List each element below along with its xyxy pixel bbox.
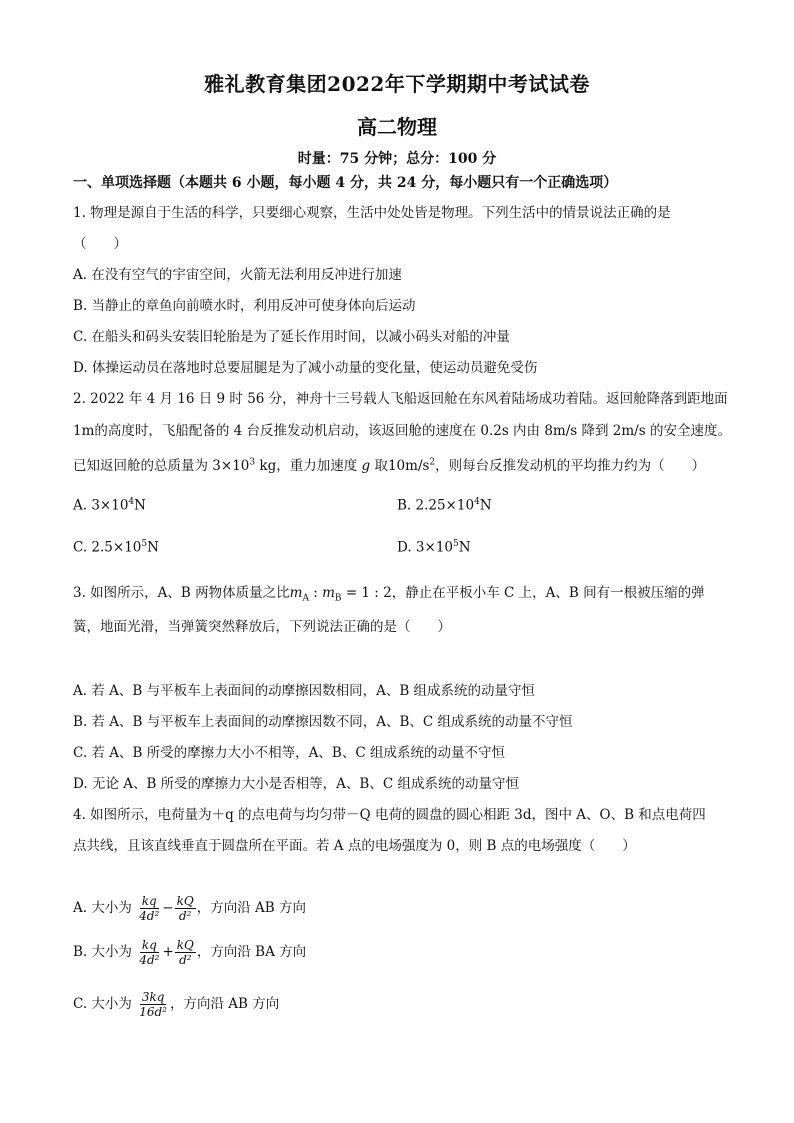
q2-option-d-unit: N	[458, 539, 471, 556]
section-heading: 一、单项选择题（本题共 6 小题，每小题 4 分，共 24 分，每小题只有一个正确选项）	[73, 175, 618, 191]
q4-option-b	[73, 938, 306, 967]
q3-stem-line1	[73, 581, 705, 604]
q2-stem-part2: kg，重力加速度	[255, 458, 362, 474]
q3-option-d: D. 无论 A、B 所受的摩擦力大小是否相等，A、B、C 组成系统的动量守恒	[73, 776, 519, 792]
q2-unit-exponent: 2	[429, 457, 436, 468]
q4-option-b-direction: ，方向沿 BA 方向	[196, 944, 307, 960]
q2-mass-exponent: 3	[249, 457, 256, 468]
q3-subscript-a: A	[302, 593, 309, 604]
q4-option-a-operator: −	[162, 900, 174, 916]
q4-option-b-fraction1	[137, 938, 161, 967]
q3-option-c: C. 若 A、B 所受的摩擦力大小不相等，A、B、C 组成系统的动量不守恒	[73, 745, 505, 761]
q4-option-c	[73, 990, 279, 1019]
q3-option-b: B. 若 A、B 与平板车上表面间的动摩擦因数不同，A、B、C 组成系统的动量不守恒	[73, 714, 573, 730]
fraction-numerator: 3kq	[141, 990, 165, 1004]
q4-option-a-label: A. 大小为	[73, 900, 132, 916]
q2-option-a-unit: N	[134, 497, 146, 514]
q2-option-c-exponent: 5	[141, 539, 148, 549]
q2-stem-line2: 1m的高度时，飞船配备的 4 台反推发动机启动，该返回舱的速度在 0.2s 内由 8m/s 降到 2m/s 的安全速度。	[73, 423, 731, 439]
q1-stem-line2: （ ）	[73, 236, 127, 252]
q4-stem-line2: 点共线，且该直线垂直于圆盘所在平面。若 A 点的电场强度为 0，则 B 点的电场强度（ ）	[73, 838, 636, 854]
q4-option-b-label: B. 大小为	[73, 944, 133, 960]
q2-option-a	[73, 497, 146, 514]
fraction-numerator: kq	[141, 938, 157, 952]
q4-option-b-operator: +	[162, 944, 174, 960]
fraction-denominator: d²	[178, 909, 192, 923]
q1-stem-line1: 1. 物理是源自于生活的科学，只要细心观察，生活中处处皆是物理。下列生活中的情景说法正确的是	[73, 205, 671, 221]
q3-stem-line2: 簧，地面光滑，当弹簧突然释放后，下列说法正确的是（ ）	[73, 619, 451, 635]
fraction-denominator: 4d²	[139, 953, 160, 967]
q2-option-c-unit: N	[147, 539, 159, 556]
q3-mass-symbol-b: m	[322, 585, 335, 601]
q2-stem-line3	[73, 454, 705, 474]
exam-subject: 高二物理	[357, 115, 437, 139]
fraction-numerator: kQ	[176, 938, 194, 952]
q2-option-b-unit: N	[479, 497, 492, 514]
q4-option-a-direction: ，方向沿 AB 方向	[196, 900, 306, 916]
q3-subscript-b: B	[334, 593, 342, 604]
q3-stem-part1: 3. 如图所示，A、B 两物体质量之比	[73, 585, 290, 601]
fraction-numerator: kQ	[176, 894, 194, 908]
q4-option-b-fraction2	[175, 938, 196, 967]
q3-mass-symbol-a: m	[289, 585, 303, 601]
fraction-denominator: 16d²	[139, 1005, 167, 1019]
q2-stem-line1: 2. 2022 年 4 月 16 日 9 时 56 分，神舟十三号载人飞船返回舱在东风着陆场成功着陆。返回舱降落到距地面	[73, 391, 728, 407]
q4-option-a-fraction1	[137, 894, 161, 923]
fraction-denominator: d²	[179, 953, 192, 967]
q2-gravity-symbol: g	[361, 458, 371, 474]
q1-option-a: A. 在没有空气的宇宙空间，火箭无法利用反冲进行加速	[73, 267, 402, 283]
q2-stem-part4: ，则每台反推发动机的平均推力约为（ ）	[435, 458, 706, 474]
q2-option-d	[397, 539, 471, 556]
q4-option-a-fraction2	[175, 894, 196, 923]
q1-option-d: D. 体操运动员在落地时总要屈腿是为了减小动量的变化量，使运动员避免受伤	[73, 360, 538, 376]
q2-option-b	[397, 497, 492, 514]
q4-stem-line1: 4. 如图所示，电荷量为＋q 的点电荷与均匀带－Q 电荷的圆盘的圆心相距 3d，图中 A、O、B 和点电荷四	[73, 807, 706, 823]
q4-option-c-label: C. 大小为	[73, 996, 132, 1012]
q2-option-c-value: C. 2.5×10	[73, 539, 142, 556]
q3-ratio-value: = 1 : 2	[341, 585, 392, 601]
q2-stem-part3: 取10m/s	[370, 458, 430, 474]
exam-title: 雅礼教育集团2022年下学期期中考试试卷	[204, 72, 590, 96]
q4-option-c-direction: ，方向沿 AB 方向	[170, 996, 280, 1012]
q4-option-c-fraction1	[137, 990, 169, 1019]
q1-option-c: C. 在船头和码头安装旧轮胎是为了延长作用时间，以减小码头对船的冲量	[73, 329, 510, 345]
q1-option-b: B. 当静止的章鱼向前喷水时，利用反冲可使身体向后运动	[73, 298, 416, 314]
q2-option-b-value: B. 2.25×10	[397, 497, 475, 514]
q2-option-d-exponent: 5	[453, 539, 459, 549]
q3-stem-part2: ，静止在平板小车 C 上，A、B 间有一根被压缩的弹	[391, 585, 705, 601]
q3-option-a: A. 若 A、B 与平板车上表面间的动摩擦因数相同，A、B 组成系统的动量守恒	[73, 683, 536, 699]
q3-ratio-colon: :	[308, 585, 323, 601]
q2-option-a-exponent: 4	[128, 497, 135, 507]
q2-option-a-value: A. 3×10	[73, 497, 129, 514]
exam-meta: 时量：75 分钟；总分：100 分	[297, 151, 497, 167]
q2-option-c	[73, 539, 159, 556]
fraction-denominator: 4d²	[139, 909, 160, 923]
q2-option-d-value: D. 3×10	[397, 539, 454, 556]
fraction-numerator: kq	[141, 894, 157, 908]
q4-option-a	[73, 894, 306, 923]
q2-stem-part1: 已知返回舱的总质量为 3×10	[73, 458, 250, 474]
q2-option-b-exponent: 4	[474, 497, 480, 507]
